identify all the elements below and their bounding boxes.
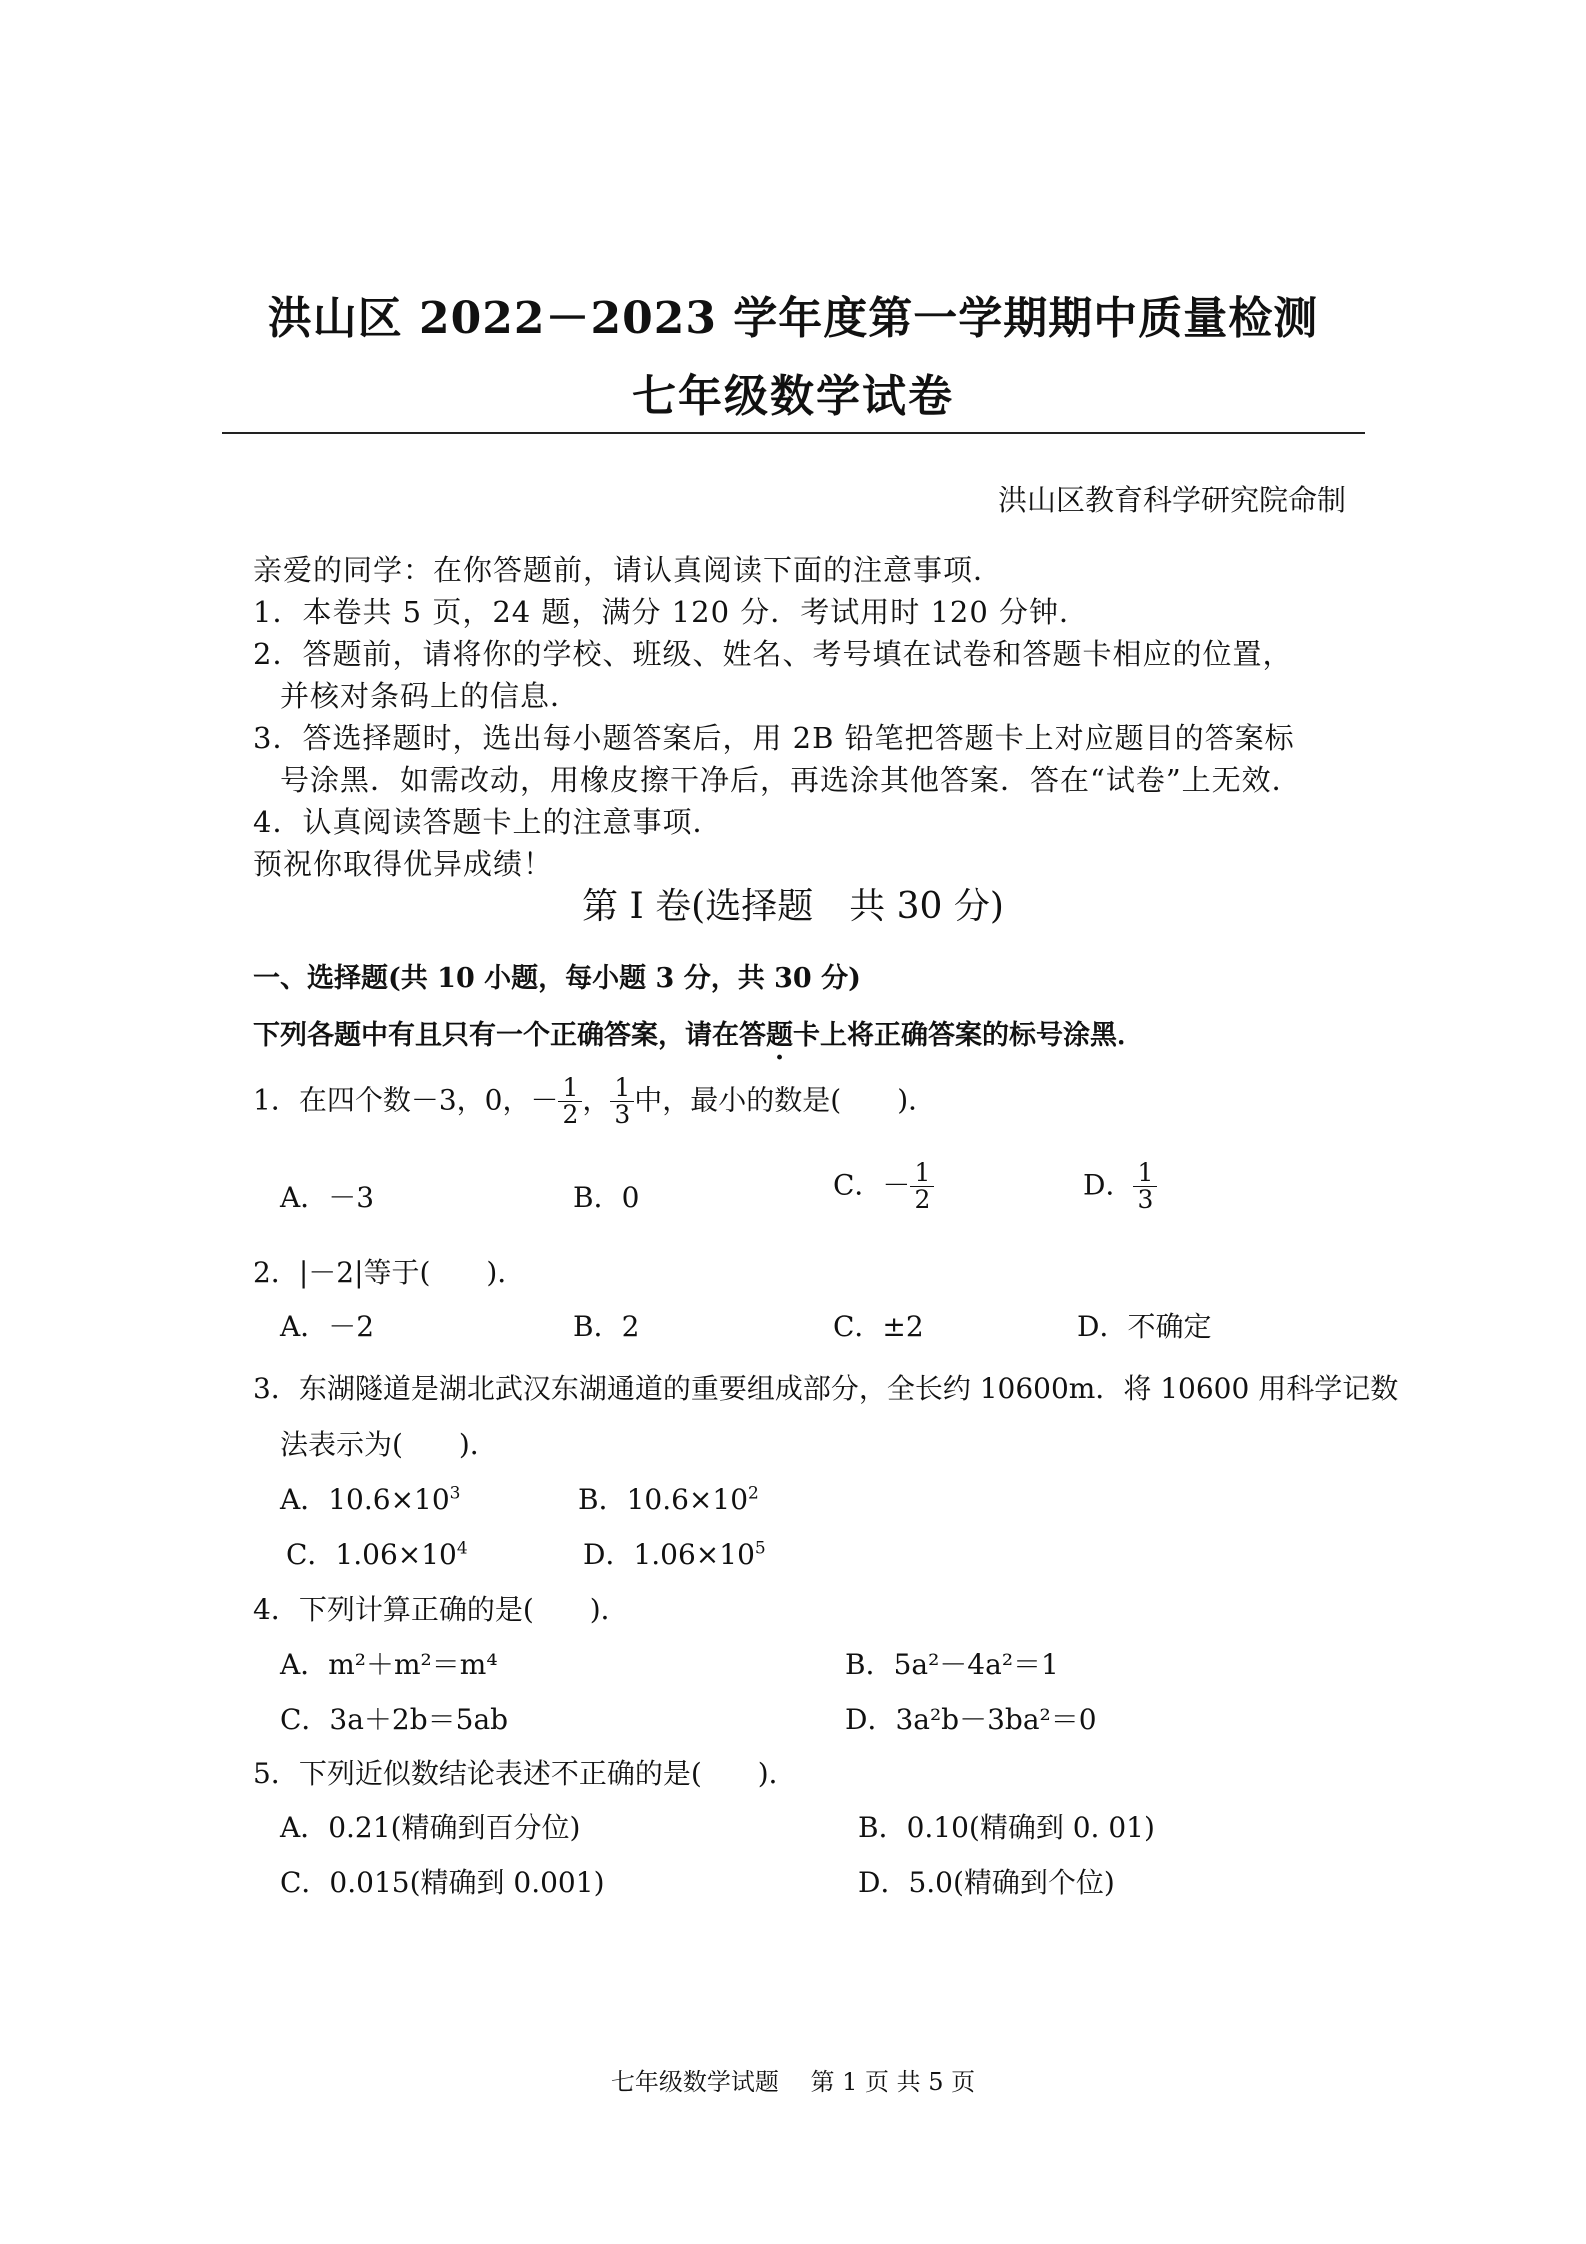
q2-option-d: D．不确定 <box>1077 1310 1212 1343</box>
q5-option-c: C．0.015(精确到 0.001) <box>280 1866 605 1899</box>
question-2: 2．|－2|等于( )． <box>253 1256 526 1289</box>
exam-subtitle: 七年级数学试卷 <box>632 371 954 422</box>
q4-option-a: A．m²＋m²＝m⁴ <box>280 1648 498 1681</box>
instruction-post: 上将正确答案的标号涂黑． <box>820 1020 1144 1051</box>
q1-option-c: C．－ $\frac{1}{2}$ <box>833 1160 934 1214</box>
page-footer: 七年级数学试题 第 1 页 共 5 页 <box>610 2068 976 2096</box>
notes-item-4: 4．认真阅读答题卡上的注意事项． <box>253 805 723 839</box>
q4-option-d: D．3a²b－3ba²＝0 <box>845 1703 1097 1736</box>
q4-option-b: B．5a²－4a²＝1 <box>845 1648 1059 1681</box>
notes-item-3: 3．答选择题时，选出每小题答案后，用 2B 铅笔把答题卡上对应题目的答案标 <box>253 721 1295 755</box>
instruction-emphasis: 答题卡 <box>739 1020 820 1051</box>
q5-option-b: B．0.10(精确到 0. 01) <box>858 1811 1155 1844</box>
q2-option-b: B．2 <box>573 1310 640 1343</box>
q5-option-a: A．0.21(精确到百分位) <box>280 1811 581 1844</box>
question-5: 5．下列近似数结论表述不正确的是( )． <box>253 1757 797 1790</box>
section-heading: 一、选择题(共 10 小题，每小题 3 分，共 30 分) <box>253 963 861 994</box>
notes-item-3-cont: 号涂黑．如需改动，用橡皮擦干净后，再选涂其他答案．答在“试卷”上无效． <box>280 763 1302 797</box>
instruction-pre: 下列各题中有且只有一个正确答案，请在 <box>253 1020 739 1051</box>
q5-option-d: D．5.0(精确到个位) <box>858 1866 1115 1899</box>
notes-item-1: 1．本卷共 5 页，24 题，满分 120 分．考试用时 120 分钟． <box>253 595 1090 629</box>
section-instruction <box>253 1013 1144 1052</box>
q1-fraction-half: $\frac{1}{2}$ <box>558 1075 582 1129</box>
q1-option-b: B．0 <box>573 1181 640 1214</box>
exam-title: 洪山区 2022－2023 学年度第一学期期中质量检测 <box>267 293 1319 344</box>
section-title: 第 I 卷(选择题 共 30 分) <box>582 886 1004 927</box>
question-3: 3．东湖隧道是湖北武汉东湖通道的重要组成部分，全长约 10600m．将 10600 用科学记数 <box>253 1372 1399 1405</box>
q3-option-b: B．$10.6\times 10^2$ <box>578 1483 759 1516</box>
q2-option-a: A．－2 <box>280 1310 375 1343</box>
q4-option-c: C．3a＋2b＝5ab <box>280 1703 509 1736</box>
q3-option-c: C．$1.06\times 10^4$ <box>286 1538 468 1571</box>
q2-option-c: C．±2 <box>833 1310 924 1343</box>
q3-option-a: A．$10.6\times 10^3$ <box>280 1483 461 1516</box>
q1-option-a: A．－3 <box>280 1181 375 1214</box>
notes-wish: 预祝你取得优异成绩！ <box>253 847 554 881</box>
notes-intro: 亲爱的同学：在你答题前，请认真阅读下面的注意事项． <box>253 553 1004 587</box>
question-1: 1．在四个数－3，0，－ $\frac{1}{2}$ ， $\frac{1}{3}$ 中，最小的数是( )． <box>253 1073 937 1130</box>
question-4: 4．下列计算正确的是( )． <box>253 1593 629 1626</box>
issuer: 洪山区教育科学研究院命制 <box>997 483 1346 517</box>
question-3-cont: 法表示为( )． <box>280 1428 498 1461</box>
q1-stem-post: 中，最小的数是( )． <box>634 1083 937 1117</box>
q1-stem-pre: 1．在四个数－3，0，－ <box>253 1083 559 1117</box>
q3-option-d: D．$1.06\times 10^5$ <box>583 1538 766 1571</box>
q1-option-d: D． $\frac{1}{3}$ <box>1083 1160 1157 1214</box>
q1-fraction-third: $\frac{1}{3}$ <box>610 1075 634 1129</box>
notes-item-2: 2．答题前，请将你的学校、班级、姓名、考号填在试卷和答题卡相应的位置， <box>253 637 1293 671</box>
notes-item-2-cont: 并核对条码上的信息． <box>280 679 581 713</box>
title-divider <box>222 432 1365 434</box>
